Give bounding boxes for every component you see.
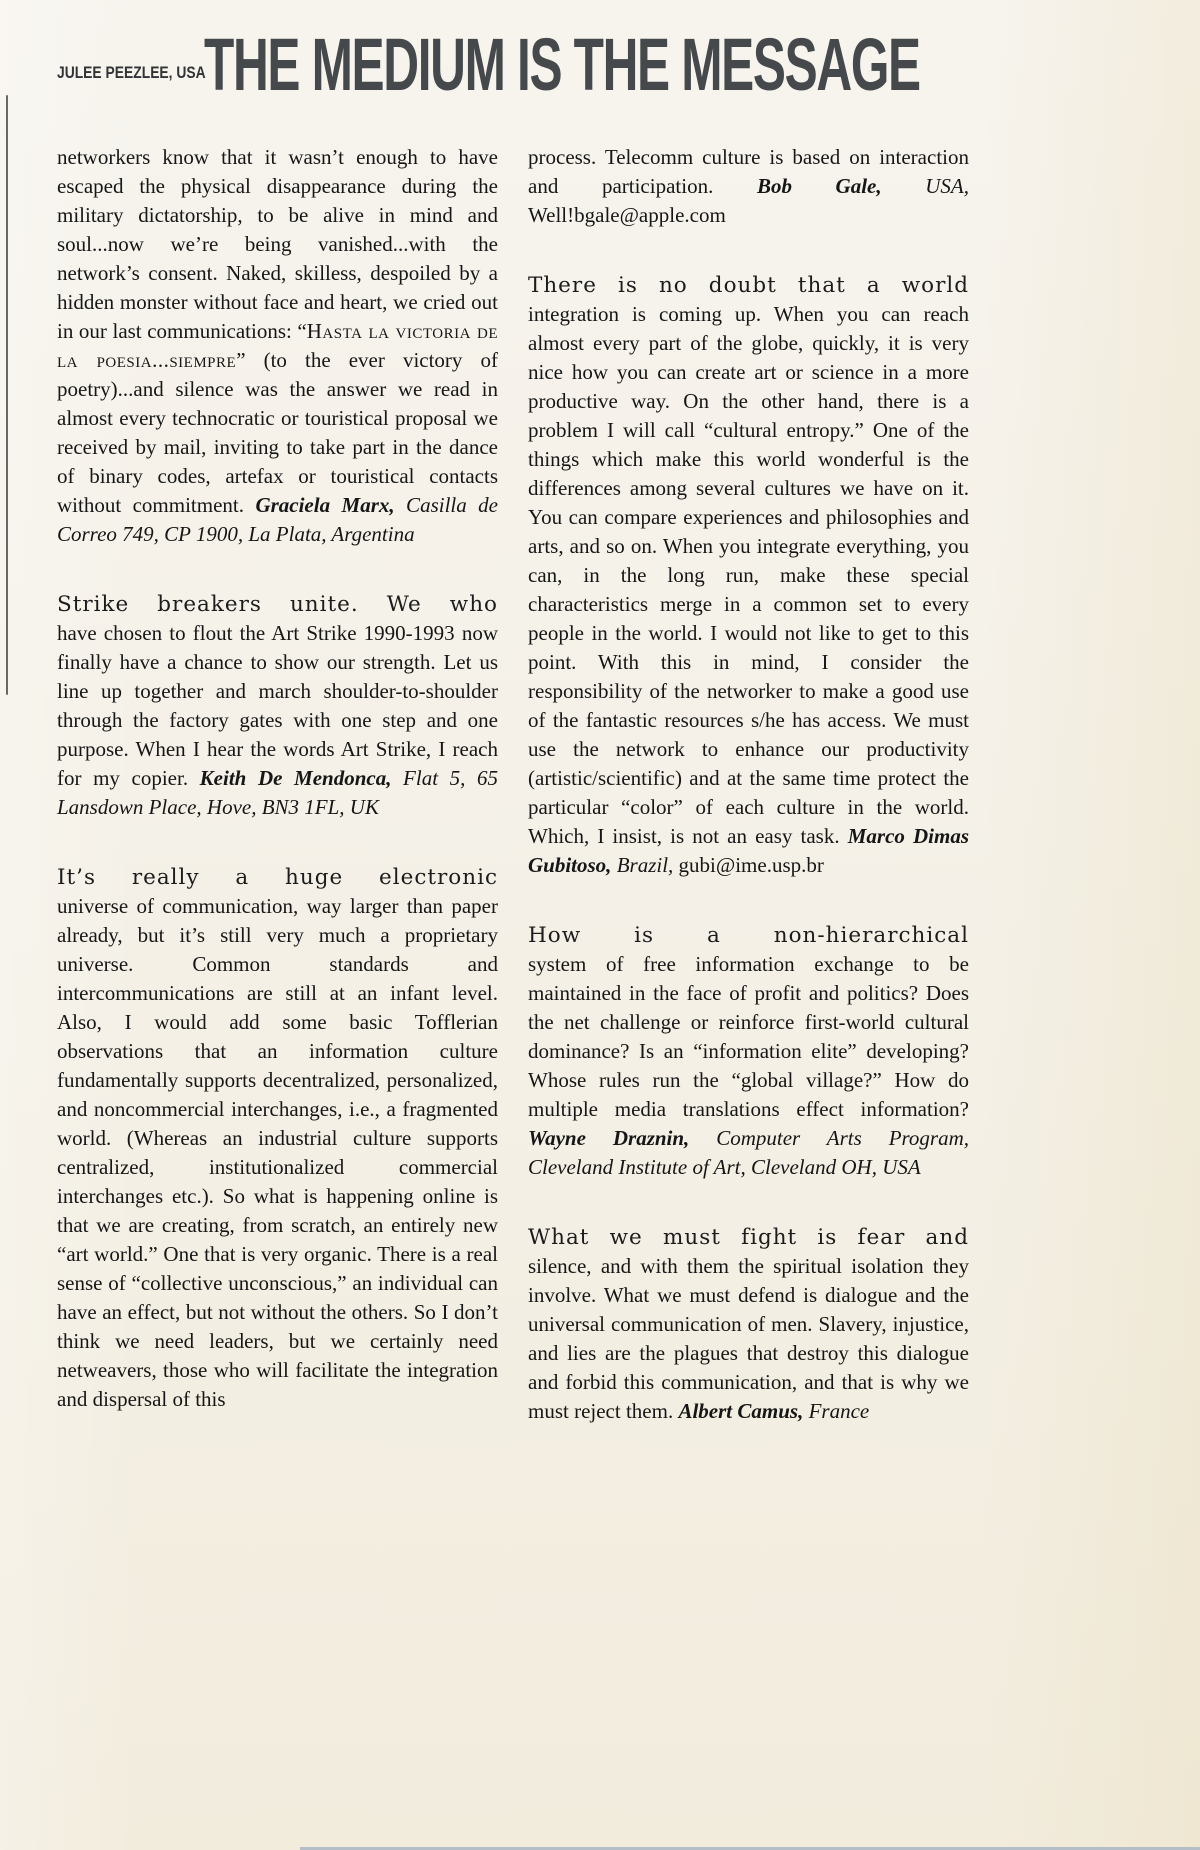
entry-lead-line: What we must fight is fear and: [528, 1225, 969, 1250]
author-byline: JULEE PEEZLEE, USA: [57, 64, 206, 82]
signature-name: Graciela Marx,: [255, 493, 395, 517]
signature-name: Marco Dimas Gubitoso,: [528, 824, 969, 877]
left-column: [57, 143, 498, 1426]
entry-text: integration is coming up. When you can reach almost every part of the globe, quickly, it is very nice how you can create art or science in a more productive way. On the other hand, there is a problem I will call “cultural entropy.” One of the things which make this world wonderful is the differences among several cultures we have on it. You can compare experiences and philosophies and arts, and so on. When you integrate everything, you can, in the long run, make these special characteristics merge in a common set to every people in the world. I would not like to get to this point. With this in mind, I consider the responsibility of the networker to make a good use of the fantastic resources s/he has access. We must use the network to enhance our productivity (artistic/scientific) and at the same time protect the particular “color” of each culture in the world. Which, I insist, is not an easy task.: [528, 302, 969, 848]
right-column: [528, 143, 969, 1426]
entry-lead-line: Strike breakers unite. We who: [57, 592, 498, 617]
email-address: Well!bgale@apple.com: [528, 203, 726, 227]
signature-name: Wayne Draznin,: [528, 1126, 690, 1150]
signature-name: Keith De Mendonca,: [199, 766, 392, 790]
entry-text: process. Telecomm culture is based on interaction and participation.: [528, 145, 969, 198]
entry-bob-gale: [528, 143, 969, 230]
text-columns: [57, 143, 969, 1426]
signature-address: Casilla de Correo 749, CP 1900, La Plata, Argentina: [57, 493, 498, 546]
signature-address: Flat 5, 65 Lansdown Place, Hove, BN3 1FL, UK: [57, 766, 498, 819]
entry-text: have chosen to flout the Art Strike 1990-1993 now finally have a chance to show our strength. Let us line up together and march shoulder-to-shoulder through the factory gates with one step and one purpose. When I hear the words Art Strike, I reach for my copier.: [57, 621, 498, 790]
signature-name: Albert Camus,: [678, 1399, 804, 1423]
entry-lead-line: It’s really a huge electronic: [57, 865, 498, 890]
signature-name: Bob Gale,: [756, 174, 882, 198]
signature-address: Brazil,: [611, 853, 674, 877]
entry-electronic-universe: [57, 863, 498, 1414]
entry-graciela-marx: [57, 143, 498, 549]
entry-text: networkers know that it wasn’t enough to have escaped the physical disappearance during the military dictatorship, to be alive in mind and soul...now we’re being vanished...with the network’s consent. Naked, skilless, despoiled by a hidden monster without face and heart, we cried out in our last communications: “: [57, 145, 498, 343]
signature-address: Computer Arts Program, Cleveland Institute of Art, Cleveland OH, USA: [528, 1126, 970, 1179]
entry-text: ” (to the ever victory of poetry)...and silence was the answer we read in almost every technocratic or touristical proposal we received by mail, inviting to take part in the dance of binary codes, artefax or touristical contacts without commitment.: [57, 348, 498, 517]
scan-edge-artifact-left: [6, 95, 8, 695]
email-address: gubi@ime.usp.br: [673, 853, 824, 877]
entry-albert-camus: [528, 1223, 969, 1426]
page-title: THE MEDIUM IS THE MESSAGE: [204, 23, 920, 106]
entry-keith-de-mendonca: [57, 590, 498, 822]
entry-text: universe of communication, way larger than paper already, but it’s still very much a proprietary universe. Common standards and intercommunications are still at an infant level. Also, I would add some basic Tofflerian observations that an information culture fundamentally supports decentralized, personalized, and noncommercial interchanges, i.e., a fragmented world. (Whereas an industrial culture supports centralized, institutionalized commercial interchanges etc.). So what is happening online is that we are creating, from scratch, an entirely new “art world.” One that is very organic. There is a real sense of “collective unconscious,” an individual can have an effect, but not without the others. So I don’t think we need leaders, but we certainly need netweavers, those who will facilitate the integration and dispersal of this: [57, 894, 498, 1411]
entry-lead-line: There is no doubt that a world: [528, 273, 969, 298]
entry-text: silence, and with them the spiritual isolation they involve. What we must defend is dialogue and the universal communication of men. Slavery, injustice, and lies are the plagues that destroy this dialogue and forbid this communication, and that is why we must reject them.: [528, 1254, 969, 1423]
entry-marco-gubitoso: [528, 271, 969, 880]
entry-wayne-draznin: [528, 921, 969, 1182]
entry-lead-line: How is a non-hierarchical: [528, 923, 969, 948]
entry-text: system of free information exchange to be maintained in the face of profit and politics? Does the net challenge or reinforce first-world cultural dominance? Is an “information elite” developing? Whose rules run the “global village?” How do multiple media translations effect information?: [528, 952, 969, 1121]
signature-address: USA,: [881, 174, 970, 198]
slogan-smallcaps: Hasta la victoria de la poesia...siempre: [57, 319, 499, 372]
signature-address: France: [803, 1399, 870, 1423]
